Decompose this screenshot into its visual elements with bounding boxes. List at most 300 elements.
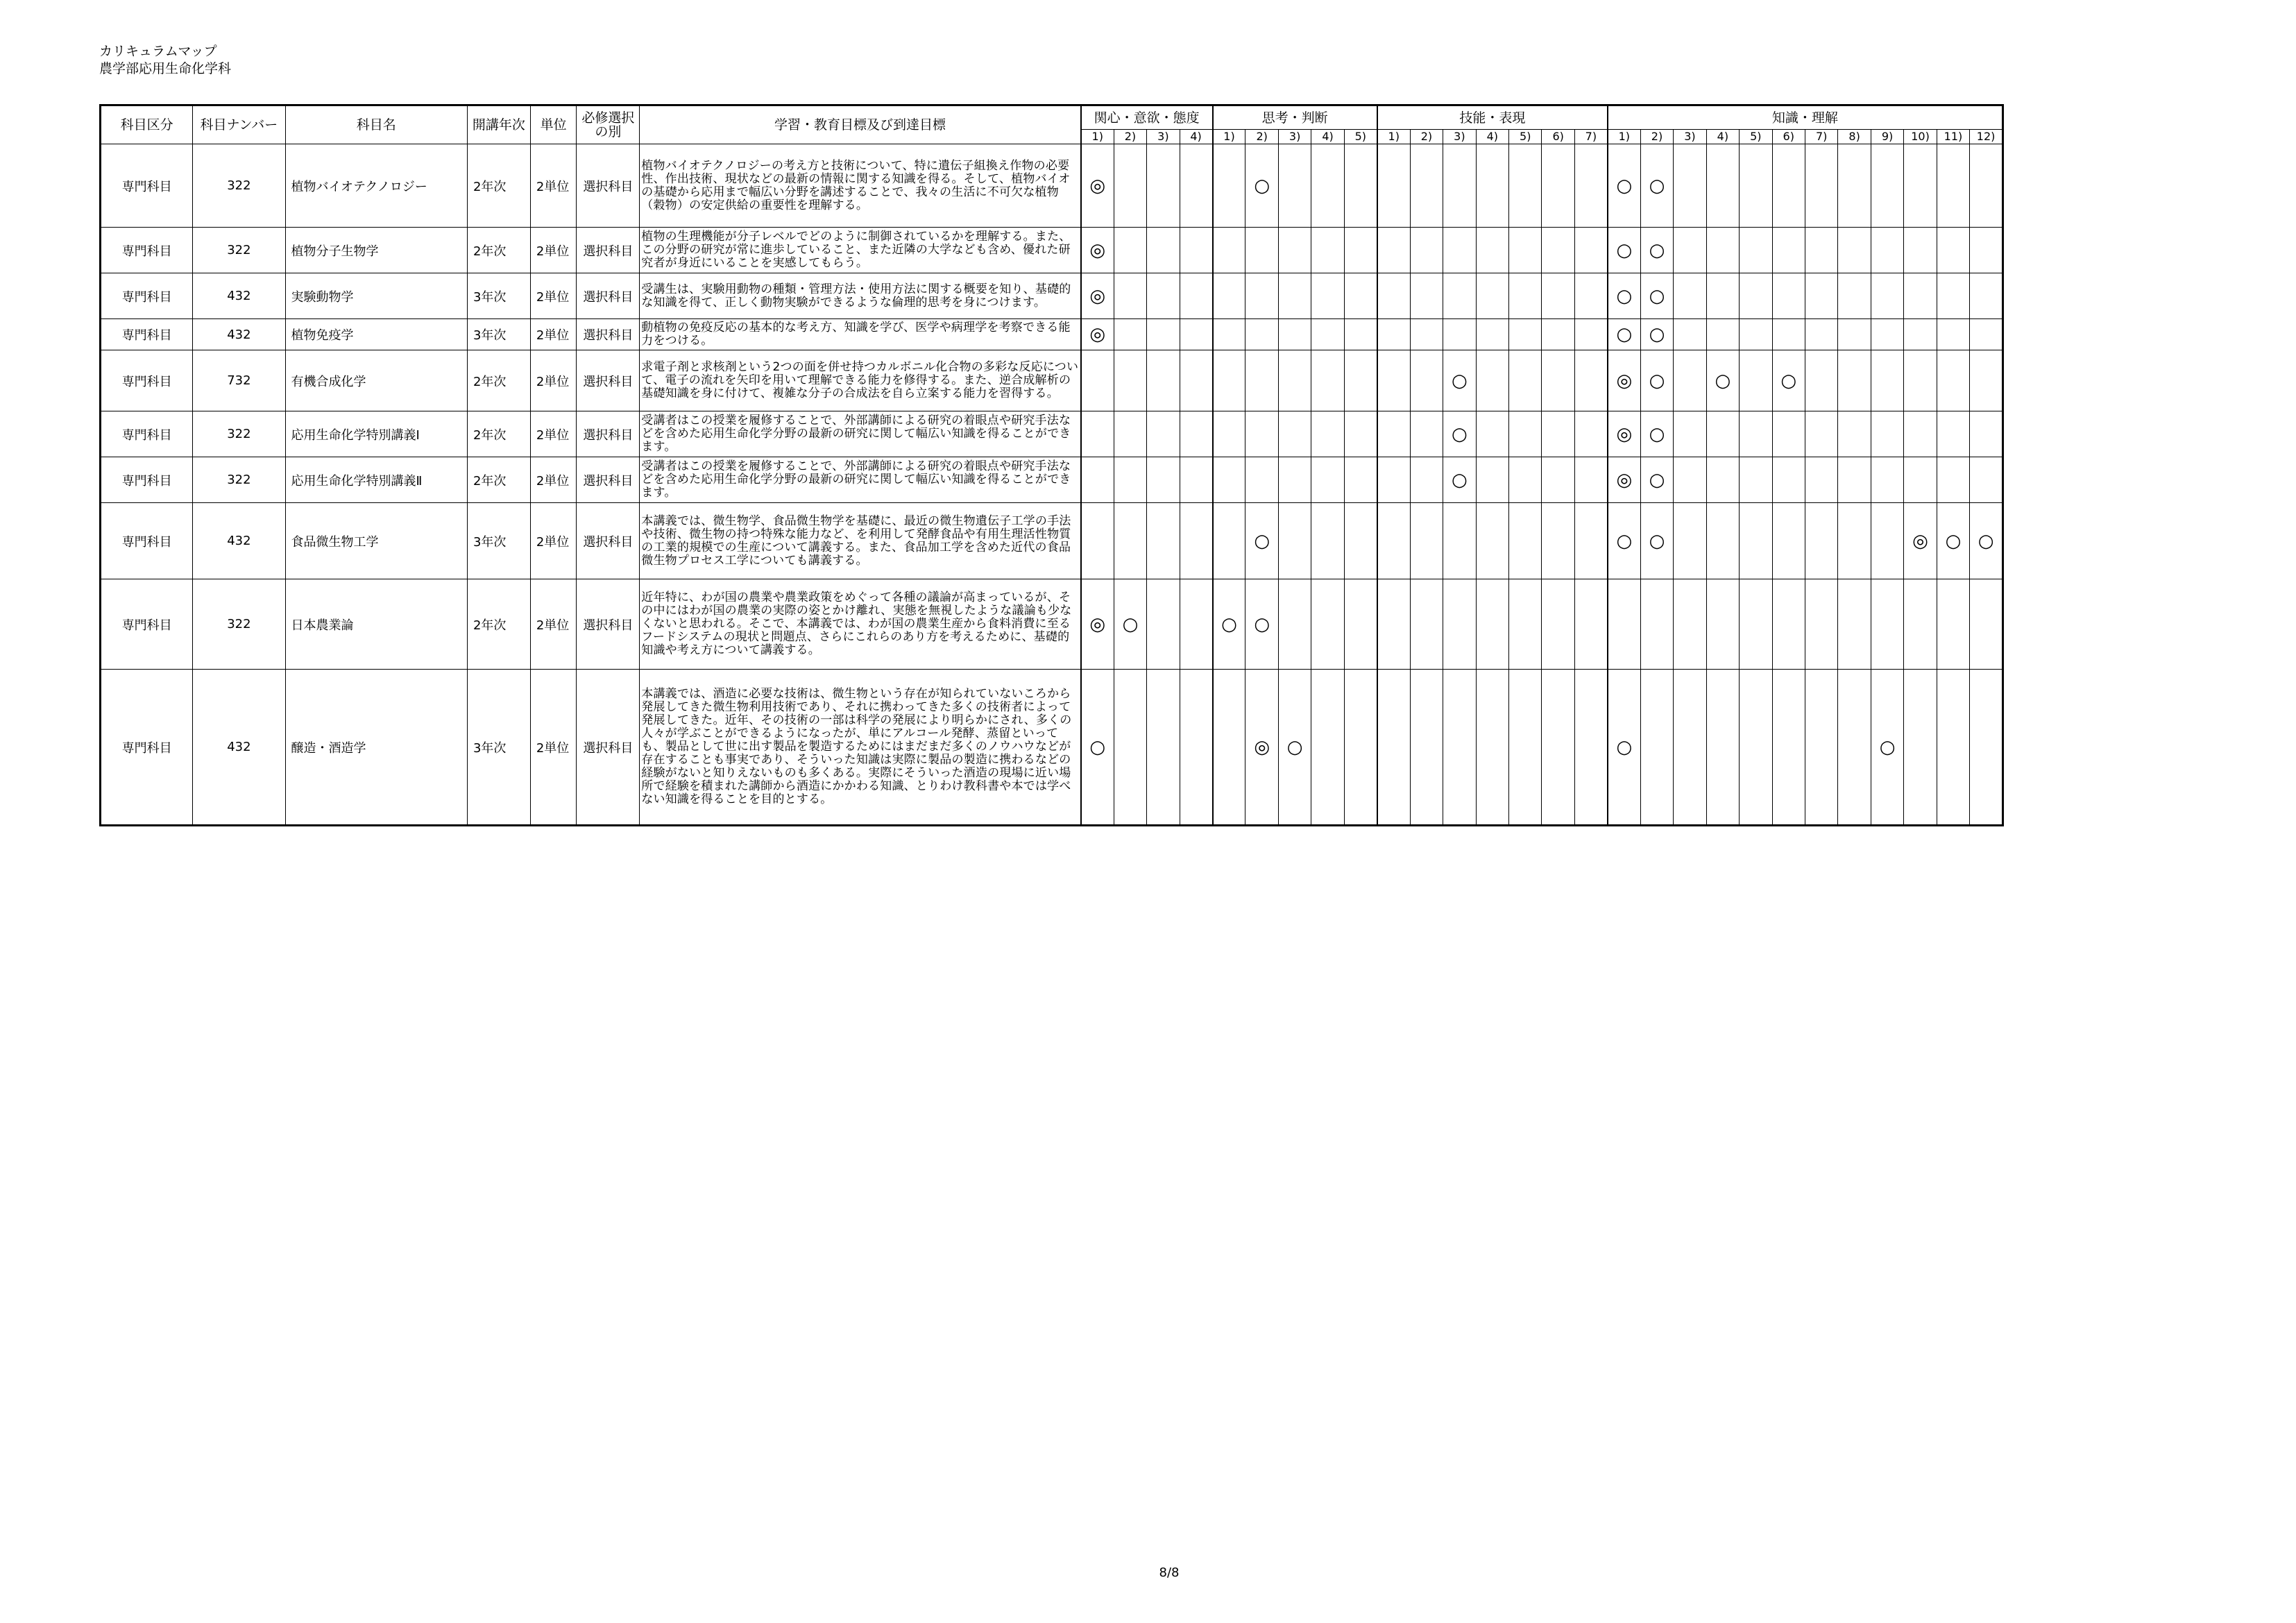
mark-cell <box>1706 670 1739 826</box>
mark-cell <box>1509 319 1542 350</box>
mark-cell <box>1114 144 1146 228</box>
mark-cell <box>1706 503 1739 579</box>
cell-required: 選択科目 <box>577 228 640 273</box>
mark-cell <box>1410 228 1443 273</box>
mark-cell <box>1344 579 1377 670</box>
cell-year: 3年次 <box>467 319 530 350</box>
mark-cell <box>1740 144 1772 228</box>
mark-cell <box>1147 228 1180 273</box>
cell-number: 732 <box>193 350 285 411</box>
mark-cell <box>1970 457 2003 503</box>
cell-course-name: 醸造・酒造学 <box>285 670 467 826</box>
cell-year: 3年次 <box>467 273 530 319</box>
mark-cell <box>1344 503 1377 579</box>
mark-cell <box>1772 273 1805 319</box>
cell-number: 322 <box>193 457 285 503</box>
mark-cell <box>1081 457 1114 503</box>
mark-cell <box>1114 411 1146 457</box>
cell-course-name: 応用生命化学特別講義Ⅰ <box>285 411 467 457</box>
mark-cell <box>1344 228 1377 273</box>
mark-cell <box>1147 273 1180 319</box>
mark-cell <box>1542 670 1574 826</box>
subcategory-header: 4) <box>1476 130 1508 144</box>
mark-cell <box>1937 457 1969 503</box>
mark-cell: ○ <box>1640 273 1673 319</box>
mark-cell <box>1213 273 1245 319</box>
mark-cell <box>1476 457 1508 503</box>
cell-kubun: 専門科目 <box>101 503 193 579</box>
cell-required: 選択科目 <box>577 273 640 319</box>
mark-cell <box>1772 319 1805 350</box>
mark-cell <box>1706 411 1739 457</box>
table-row <box>101 144 2003 228</box>
cell-required: 選択科目 <box>577 457 640 503</box>
cell-year: 2年次 <box>467 228 530 273</box>
mark-cell <box>1574 350 1607 411</box>
mark-cell <box>1180 319 1212 350</box>
mark-cell <box>1443 273 1476 319</box>
cell-number: 322 <box>193 411 285 457</box>
subcategory-header: 3) <box>1443 130 1476 144</box>
mark-cell <box>1970 579 2003 670</box>
cell-unit: 2単位 <box>530 503 577 579</box>
cell-course-name: 植物免疫学 <box>285 319 467 350</box>
cell-goal: 本講義では、酒造に必要な技術は、微生物という存在が知られていないころから発展してきた微生物利用技術であり、それに携わってきた多くの技術者によって発展してきた。近年、その技術の一部は科学の発展により明らかにされ、多くの人々が学ぶことができるようになったが、単にアルコール発酵、蒸留といっても、製品として世に出す製品を製造するためにはまだまだ多くのノウハウなどが存在することも事実であり、そういった知識は実際に製品の製造に携わるなどの経験がないと知りえないものも多くある。実際にそういった酒造の現場に近い場所で経験を積まれた講師から酒造にかかわる知識、とりわけ教科書や本では学べない知識を得ることを目的とする。 <box>640 670 1081 826</box>
mark-cell <box>1904 319 1937 350</box>
subcategory-header: 5) <box>1509 130 1542 144</box>
mark-cell: ◎ <box>1081 228 1114 273</box>
mark-cell <box>1674 319 1706 350</box>
department-name: 農学部応用生命化学科 <box>99 61 232 76</box>
mark-cell <box>1443 228 1476 273</box>
cell-required: 選択科目 <box>577 579 640 670</box>
cell-number: 432 <box>193 503 285 579</box>
subcategory-header: 4) <box>1311 130 1344 144</box>
mark-cell <box>1344 319 1377 350</box>
mark-cell <box>1904 273 1937 319</box>
mark-cell: ○ <box>1640 457 1673 503</box>
cell-unit: 2単位 <box>530 350 577 411</box>
cell-year: 2年次 <box>467 144 530 228</box>
subcategory-header: 3) <box>1147 130 1180 144</box>
mark-cell <box>1180 144 1212 228</box>
mark-cell <box>1311 670 1344 826</box>
mark-cell <box>1937 350 1969 411</box>
subcategory-header: 9) <box>1871 130 1903 144</box>
mark-cell <box>1180 579 1212 670</box>
mark-cell <box>1574 670 1607 826</box>
mark-cell: ○ <box>1443 411 1476 457</box>
mark-cell <box>1213 503 1245 579</box>
mark-cell <box>1838 579 1871 670</box>
cell-kubun: 専門科目 <box>101 579 193 670</box>
mark-cell <box>1805 457 1837 503</box>
cell-course-name: 日本農業論 <box>285 579 467 670</box>
cell-year: 2年次 <box>467 579 530 670</box>
cell-goal: 本講義では、微生物学、食品微生物学を基礎に、最近の微生物遺伝子工学の手法や技術、微生物の持つ特殊な能力など、を利用して発酵食品や有用生理活性物質の工業的規模での生産について講義する。また、食品加工学を含めた近代の食品微生物プロセス工学についても講義する。 <box>640 503 1081 579</box>
mark-cell <box>1740 273 1772 319</box>
mark-cell: ○ <box>1443 457 1476 503</box>
cell-course-name: 食品微生物工学 <box>285 503 467 579</box>
mark-cell <box>1278 319 1311 350</box>
mark-cell <box>1970 411 2003 457</box>
mark-cell <box>1114 670 1146 826</box>
mark-cell: ○ <box>1640 319 1673 350</box>
mark-cell <box>1410 350 1443 411</box>
cell-unit: 2単位 <box>530 411 577 457</box>
mark-cell <box>1674 411 1706 457</box>
mark-cell <box>1871 411 1903 457</box>
table-row <box>101 457 2003 503</box>
mark-cell: ◎ <box>1081 273 1114 319</box>
table-row <box>101 670 2003 826</box>
cell-required: 選択科目 <box>577 350 640 411</box>
mark-cell <box>1805 411 1837 457</box>
cell-unit: 2単位 <box>530 273 577 319</box>
mark-cell <box>1311 579 1344 670</box>
mark-cell <box>1509 273 1542 319</box>
mark-cell <box>1640 670 1673 826</box>
mark-cell <box>1706 457 1739 503</box>
mark-cell <box>1542 273 1574 319</box>
mark-cell <box>1278 579 1311 670</box>
mark-cell <box>1213 670 1245 826</box>
mark-cell <box>1476 350 1508 411</box>
subcategory-header: 12) <box>1970 130 2003 144</box>
mark-cell: ◎ <box>1608 457 1640 503</box>
mark-cell <box>1509 350 1542 411</box>
mark-cell <box>1410 411 1443 457</box>
mark-cell <box>1574 273 1607 319</box>
mark-cell <box>1542 228 1574 273</box>
mark-cell <box>1213 350 1245 411</box>
cell-kubun: 専門科目 <box>101 319 193 350</box>
mark-cell <box>1476 411 1508 457</box>
mark-cell: ○ <box>1640 411 1673 457</box>
mark-cell <box>1871 350 1903 411</box>
mark-cell <box>1805 273 1837 319</box>
mark-cell <box>1278 503 1311 579</box>
mark-cell <box>1410 670 1443 826</box>
cell-course-name: 植物分子生物学 <box>285 228 467 273</box>
col-header-kubun: 科目区分 <box>101 105 193 144</box>
mark-cell <box>1871 273 1903 319</box>
mark-cell: ○ <box>1608 670 1640 826</box>
mark-cell <box>1311 228 1344 273</box>
mark-cell <box>1871 579 1903 670</box>
mark-cell: ○ <box>1608 228 1640 273</box>
category-header: 関心・意欲・態度 <box>1081 105 1213 130</box>
mark-cell <box>1772 411 1805 457</box>
cell-goal: 動植物の免疫反応の基本的な考え方、知識を学び、医学や病理学を考察できる能力をつける。 <box>640 319 1081 350</box>
mark-cell <box>1674 273 1706 319</box>
mark-cell <box>1640 579 1673 670</box>
subcategory-header: 4) <box>1180 130 1212 144</box>
table-row <box>101 228 2003 273</box>
subcategory-header: 2) <box>1114 130 1146 144</box>
mark-cell <box>1838 144 1871 228</box>
cell-goal: 求電子剤と求核剤という2つの面を併せ持つカルボニル化合物の多彩な反応について、電子の流れを矢印を用いて理解できる能力を修得する。また、逆合成解析の基礎知識を身に付けて、複雑な分子の合成法を自ら立案する能力を習得する。 <box>640 350 1081 411</box>
mark-cell <box>1970 144 2003 228</box>
mark-cell <box>1871 457 1903 503</box>
table-row <box>101 503 2003 579</box>
mark-cell: ◎ <box>1608 411 1640 457</box>
mark-cell <box>1542 319 1574 350</box>
cell-number: 432 <box>193 670 285 826</box>
mark-cell <box>1377 228 1410 273</box>
mark-cell <box>1114 457 1146 503</box>
mark-cell: ○ <box>1608 273 1640 319</box>
mark-cell <box>1081 411 1114 457</box>
mark-cell <box>1838 503 1871 579</box>
mark-cell <box>1443 144 1476 228</box>
mark-cell <box>1904 411 1937 457</box>
mark-cell <box>1805 144 1837 228</box>
mark-cell: ◎ <box>1608 350 1640 411</box>
mark-cell <box>1476 228 1508 273</box>
mark-cell: ○ <box>1081 670 1114 826</box>
mark-cell <box>1213 228 1245 273</box>
mark-cell <box>1245 457 1278 503</box>
mark-cell <box>1838 228 1871 273</box>
mark-cell <box>1904 457 1937 503</box>
mark-cell <box>1937 579 1969 670</box>
mark-cell <box>1443 670 1476 826</box>
col-header-unit: 単位 <box>530 105 577 144</box>
cell-required: 選択科目 <box>577 670 640 826</box>
mark-cell <box>1476 144 1508 228</box>
mark-cell <box>1970 670 2003 826</box>
document-header <box>99 43 231 78</box>
mark-cell <box>1377 144 1410 228</box>
mark-cell <box>1344 144 1377 228</box>
cell-required: 選択科目 <box>577 144 640 228</box>
cell-year: 3年次 <box>467 503 530 579</box>
mark-cell <box>1838 350 1871 411</box>
mark-cell <box>1443 503 1476 579</box>
mark-cell: ◎ <box>1081 144 1114 228</box>
mark-cell <box>1772 670 1805 826</box>
mark-cell <box>1213 457 1245 503</box>
mark-cell <box>1706 319 1739 350</box>
cell-kubun: 専門科目 <box>101 273 193 319</box>
mark-cell <box>1180 503 1212 579</box>
mark-cell <box>1772 503 1805 579</box>
mark-cell <box>1476 319 1508 350</box>
mark-cell <box>1574 457 1607 503</box>
mark-cell: ○ <box>1245 579 1278 670</box>
mark-cell: ○ <box>1245 503 1278 579</box>
mark-cell <box>1904 144 1937 228</box>
mark-cell <box>1509 457 1542 503</box>
mark-cell <box>1574 319 1607 350</box>
mark-cell <box>1245 350 1278 411</box>
mark-cell <box>1114 319 1146 350</box>
mark-cell <box>1574 503 1607 579</box>
mark-cell <box>1904 579 1937 670</box>
mark-cell <box>1740 411 1772 457</box>
col-header-name: 科目名 <box>285 105 467 144</box>
subcategory-header: 5) <box>1740 130 1772 144</box>
mark-cell <box>1311 503 1344 579</box>
cell-unit: 2単位 <box>530 670 577 826</box>
mark-cell: ○ <box>1640 144 1673 228</box>
mark-cell: ○ <box>1640 503 1673 579</box>
subcategory-header: 6) <box>1772 130 1805 144</box>
mark-cell <box>1278 144 1311 228</box>
mark-cell <box>1937 273 1969 319</box>
mark-cell <box>1740 670 1772 826</box>
mark-cell <box>1311 144 1344 228</box>
col-header-goal: 学習・教育目標及び到達目標 <box>640 105 1081 144</box>
cell-required: 選択科目 <box>577 411 640 457</box>
cell-required: 選択科目 <box>577 319 640 350</box>
mark-cell <box>1410 144 1443 228</box>
mark-cell: ○ <box>1871 670 1903 826</box>
table-row <box>101 579 2003 670</box>
mark-cell <box>1377 411 1410 457</box>
curriculum-map-table <box>99 104 2004 826</box>
mark-cell: ○ <box>1608 503 1640 579</box>
category-header: 知識・理解 <box>1608 105 2003 130</box>
subcategory-header: 5) <box>1344 130 1377 144</box>
mark-cell <box>1180 350 1212 411</box>
mark-cell <box>1838 319 1871 350</box>
mark-cell <box>1574 411 1607 457</box>
cell-goal: 受講者はこの授業を履修することで、外部講師による研究の着眼点や研究手法などを含めた応用生命化学分野の最新の研究に関して幅広い知識を得ることができます。 <box>640 457 1081 503</box>
mark-cell <box>1805 503 1837 579</box>
mark-cell <box>1410 273 1443 319</box>
mark-cell <box>1674 350 1706 411</box>
mark-cell <box>1970 228 2003 273</box>
mark-cell <box>1871 319 1903 350</box>
mark-cell <box>1970 273 2003 319</box>
mark-cell <box>1278 350 1311 411</box>
doc-title: カリキュラムマップ <box>99 44 217 59</box>
subcategory-header: 10) <box>1904 130 1937 144</box>
mark-cell <box>1542 579 1574 670</box>
mark-cell <box>1740 503 1772 579</box>
mark-cell <box>1377 273 1410 319</box>
mark-cell <box>1706 144 1739 228</box>
mark-cell <box>1740 319 1772 350</box>
mark-cell <box>1937 670 1969 826</box>
mark-cell <box>1608 579 1640 670</box>
mark-cell <box>1081 350 1114 411</box>
mark-cell <box>1114 228 1146 273</box>
mark-cell: ○ <box>1278 670 1311 826</box>
mark-cell <box>1574 579 1607 670</box>
mark-cell <box>1344 670 1377 826</box>
subcategory-header: 7) <box>1574 130 1607 144</box>
mark-cell <box>1838 273 1871 319</box>
subcategory-header: 2) <box>1640 130 1673 144</box>
cell-year: 2年次 <box>467 411 530 457</box>
mark-cell: ○ <box>1443 350 1476 411</box>
cell-goal: 植物の生理機能が分子レベルでどのように制御されているかを理解する。また、この分野の研究が常に進歩していること、また近隣の大学なども含め、優れた研究者が身近にいることを実感してもらう。 <box>640 228 1081 273</box>
col-header-year: 開講年次 <box>467 105 530 144</box>
mark-cell <box>1147 144 1180 228</box>
mark-cell <box>1674 457 1706 503</box>
mark-cell <box>1213 144 1245 228</box>
cell-kubun: 専門科目 <box>101 670 193 826</box>
mark-cell <box>1147 670 1180 826</box>
mark-cell <box>1311 319 1344 350</box>
mark-cell <box>1805 319 1837 350</box>
subcategory-header: 11) <box>1937 130 1969 144</box>
mark-cell <box>1081 503 1114 579</box>
mark-cell <box>1706 579 1739 670</box>
mark-cell: ◎ <box>1245 670 1278 826</box>
mark-cell <box>1278 273 1311 319</box>
mark-cell <box>1740 350 1772 411</box>
col-header-number: 科目ナンバー <box>193 105 285 144</box>
mark-cell <box>1278 457 1311 503</box>
cell-number: 322 <box>193 228 285 273</box>
mark-cell <box>1476 670 1508 826</box>
mark-cell <box>1180 273 1212 319</box>
mark-cell <box>1311 350 1344 411</box>
mark-cell <box>1344 350 1377 411</box>
mark-cell <box>1706 273 1739 319</box>
mark-cell <box>1871 144 1903 228</box>
mark-cell <box>1674 579 1706 670</box>
mark-cell <box>1377 579 1410 670</box>
table-row <box>101 273 2003 319</box>
mark-cell <box>1772 457 1805 503</box>
mark-cell: ○ <box>1640 228 1673 273</box>
mark-cell <box>1772 228 1805 273</box>
mark-cell <box>1377 670 1410 826</box>
cell-course-name: 実験動物学 <box>285 273 467 319</box>
subcategory-header: 1) <box>1081 130 1114 144</box>
table-row <box>101 319 2003 350</box>
mark-cell <box>1213 411 1245 457</box>
mark-cell <box>1180 457 1212 503</box>
mark-cell <box>1674 670 1706 826</box>
cell-unit: 2単位 <box>530 457 577 503</box>
mark-cell <box>1937 144 1969 228</box>
mark-cell <box>1509 411 1542 457</box>
cell-goal: 受講者はこの授業を履修することで、外部講師による研究の着眼点や研究手法などを含めた応用生命化学分野の最新の研究に関して幅広い知識を得ることができます。 <box>640 411 1081 457</box>
mark-cell <box>1805 350 1837 411</box>
mark-cell: ◎ <box>1904 503 1937 579</box>
mark-cell <box>1278 228 1311 273</box>
mark-cell <box>1838 670 1871 826</box>
mark-cell <box>1937 319 1969 350</box>
cell-unit: 2単位 <box>530 144 577 228</box>
mark-cell <box>1937 228 1969 273</box>
mark-cell <box>1706 228 1739 273</box>
mark-cell <box>1410 503 1443 579</box>
mark-cell <box>1542 457 1574 503</box>
mark-cell <box>1114 273 1146 319</box>
mark-cell <box>1344 457 1377 503</box>
subcategory-header: 6) <box>1542 130 1574 144</box>
mark-cell <box>1114 350 1146 411</box>
mark-cell <box>1344 411 1377 457</box>
mark-cell <box>1740 457 1772 503</box>
table-row <box>101 411 2003 457</box>
mark-cell <box>1904 228 1937 273</box>
cell-unit: 2単位 <box>530 319 577 350</box>
mark-cell <box>1970 319 2003 350</box>
mark-cell <box>1838 457 1871 503</box>
mark-cell <box>1476 273 1508 319</box>
cell-kubun: 専門科目 <box>101 411 193 457</box>
cell-number: 432 <box>193 319 285 350</box>
cell-course-name: 植物バイオテクノロジー <box>285 144 467 228</box>
